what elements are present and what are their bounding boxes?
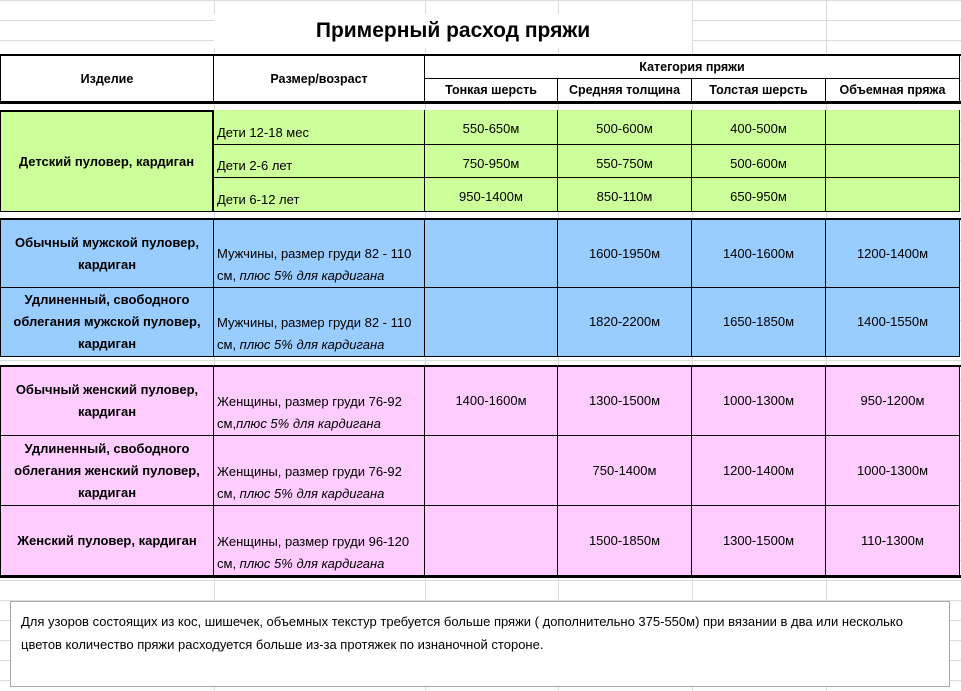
value-cell xyxy=(692,110,826,145)
header-item xyxy=(0,56,214,102)
border xyxy=(0,575,961,578)
value-cell xyxy=(692,436,826,506)
value-cell xyxy=(558,288,692,357)
value-cell xyxy=(425,110,558,145)
value-cell-text: 400-500м xyxy=(730,121,787,136)
value-cell xyxy=(826,110,960,145)
product-cell xyxy=(0,288,214,357)
value-cell xyxy=(425,288,558,357)
value-cell xyxy=(826,145,960,178)
value-cell xyxy=(558,367,692,436)
value-cell-text: 950-1200м xyxy=(860,393,925,408)
header-column xyxy=(692,79,826,102)
value-cell xyxy=(826,288,960,357)
header-column-text: Тонкая шерсть xyxy=(445,83,537,97)
product-cell xyxy=(0,220,214,288)
value-cell xyxy=(558,220,692,288)
size-cell xyxy=(214,178,425,212)
header-column xyxy=(826,79,960,102)
size-text xyxy=(217,189,299,211)
border xyxy=(0,101,961,104)
size-text xyxy=(217,461,421,505)
size-label: Женщины, размер груди 76-92 см, xyxy=(217,394,402,431)
product-cell-text: Обычный женский пуловер, кардиган xyxy=(15,382,199,419)
value-cell xyxy=(558,178,692,212)
size-text xyxy=(217,391,421,435)
size-cell xyxy=(214,506,425,576)
size-label: Женщины, размер груди 76-92 см, xyxy=(217,464,402,501)
value-cell-text: 1400-1600м xyxy=(455,393,527,408)
value-cell xyxy=(558,436,692,506)
value-cell-text: 110-1300м xyxy=(861,532,924,548)
value-cell xyxy=(425,367,558,436)
product-cell xyxy=(0,506,214,576)
product-cell xyxy=(0,436,214,506)
header-column-text: Средняя толщина xyxy=(568,83,681,97)
product-cell-text: Детский пуловер, кардиган xyxy=(18,153,195,169)
value-cell xyxy=(692,220,826,288)
value-cell xyxy=(826,436,960,506)
product-cell-text: Обычный мужской пуловер, кардиган xyxy=(15,234,199,272)
value-cell xyxy=(425,220,558,288)
value-cell xyxy=(826,367,960,436)
size-text xyxy=(217,122,309,144)
note-box: Для узоров состоящих из кос, шишечек, объемных текстур требуется больше пряжи ( дополнительно 375-550м) при вязании в два или несколько цветов количество пряжи расходуется больше из-за протяжек по изнаночной стороне. xyxy=(10,601,950,687)
product-cell-text: Удлиненный, свободного облегания мужской пуловер, кардиган xyxy=(13,292,201,351)
header-column xyxy=(425,79,558,102)
value-cell xyxy=(558,145,692,178)
value-cell-text: 850-110м xyxy=(596,189,653,204)
size-cell xyxy=(214,145,425,178)
value-cell xyxy=(425,178,558,212)
value-cell xyxy=(692,506,826,576)
value-cell-text: 950-1400м xyxy=(459,189,523,204)
size-cell xyxy=(214,436,425,506)
header-column-text: Объемная пряжа xyxy=(839,83,946,97)
size-note: плюс 5% для кардигана xyxy=(239,337,385,352)
size-label: Дети 12-18 мес xyxy=(217,125,309,140)
value-cell-text: 1200-1400м xyxy=(856,245,929,261)
size-text xyxy=(217,155,292,177)
value-cell-text: 1650-1850м xyxy=(722,314,795,329)
size-cell xyxy=(214,110,425,145)
value-cell xyxy=(425,436,558,506)
page-title: Примерный расход пряжи xyxy=(214,14,692,48)
size-label: Мужчины, размер груди 82 - 110 см, xyxy=(217,246,412,283)
value-cell-text: 750-1400м xyxy=(592,462,657,478)
value-cell xyxy=(425,145,558,178)
size-note: плюс 5% для кардигана xyxy=(239,486,385,501)
value-cell xyxy=(692,367,826,436)
value-cell xyxy=(692,145,826,178)
size-note: плюс 5% для кардигана xyxy=(236,416,381,431)
value-cell-text: 1400-1600м xyxy=(722,245,795,261)
value-cell xyxy=(692,288,826,357)
header-column-text: Толстая шерсть xyxy=(709,83,808,97)
value-cell xyxy=(558,506,692,576)
header-item-text: Изделие xyxy=(80,71,134,86)
header-category xyxy=(425,56,960,79)
value-cell-text: 1000-1300м xyxy=(722,393,795,408)
header-column xyxy=(558,79,692,102)
size-text xyxy=(217,243,421,287)
value-cell-text: 1600-1950м xyxy=(588,245,661,261)
value-cell-text: 1820-2200м xyxy=(588,314,661,329)
size-cell xyxy=(214,288,425,357)
value-cell-text: 550-750м xyxy=(596,156,653,171)
value-cell-text: 1300-1500м xyxy=(588,393,661,408)
value-cell xyxy=(558,110,692,145)
size-text xyxy=(217,531,421,575)
value-cell-text: 550-650м xyxy=(462,121,520,136)
size-label: Дети 2-6 лет xyxy=(217,158,293,173)
value-cell-text: 1300-1500м xyxy=(722,532,795,548)
value-cell-text: 500-600м xyxy=(596,121,653,136)
header-size xyxy=(214,56,425,102)
value-cell-text: 1400-1550м xyxy=(856,314,929,329)
product-cell-text: Женский пуловер, кардиган xyxy=(17,532,197,548)
value-cell-text: 500-600м xyxy=(730,156,787,171)
value-cell-text: 650-950м xyxy=(730,189,787,204)
size-cell xyxy=(214,367,425,436)
size-label: Мужчины, размер груди 82 - 110 см, xyxy=(217,315,412,352)
size-cell xyxy=(214,220,425,288)
value-cell xyxy=(692,178,826,212)
value-cell-text: 1000-1300м xyxy=(856,462,929,478)
size-label: Женщины, размер груди 96-120 см, xyxy=(217,534,410,571)
value-cell xyxy=(826,178,960,212)
size-note: плюс 5% для кардигана xyxy=(239,556,385,571)
value-cell xyxy=(826,506,960,576)
value-cell xyxy=(826,220,960,288)
size-text xyxy=(217,312,421,356)
product-cell xyxy=(0,367,214,436)
value-cell-text: 750-950м xyxy=(462,156,520,171)
size-note: плюс 5% для кардигана xyxy=(239,268,385,283)
value-cell-text: 1500-1850м xyxy=(588,532,661,548)
header-size-text: Размер/возраст xyxy=(270,71,368,86)
size-label: Дети 6-12 лет xyxy=(217,192,300,207)
value-cell-text: 1200-1400м xyxy=(722,462,795,478)
value-cell xyxy=(425,506,558,576)
header-category-text: Категория пряжи xyxy=(639,60,745,74)
product-cell xyxy=(0,110,214,212)
product-cell-text: Удлиненный, свободного облегания женский пуловер, кардиган xyxy=(14,440,200,500)
